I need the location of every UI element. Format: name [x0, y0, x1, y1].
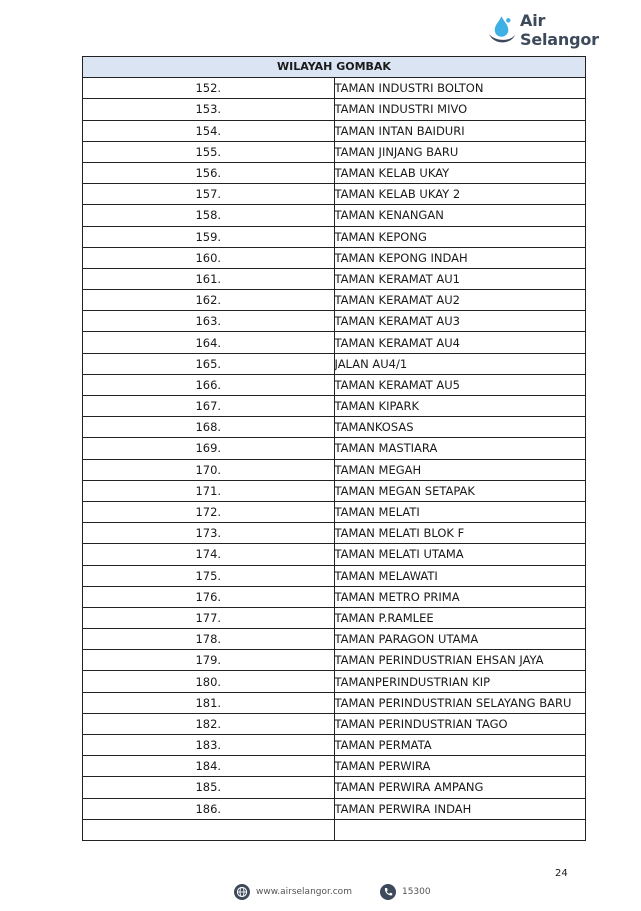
table-row — [83, 692, 586, 713]
row-number: 180. — [83, 671, 335, 692]
table-row — [83, 607, 586, 628]
row-number: 157. — [83, 184, 335, 205]
row-number: 162. — [83, 290, 335, 311]
row-number: 182. — [83, 713, 335, 734]
area-name: TAMAN KELAB UKAY 2 — [334, 184, 586, 205]
area-name: TAMAN PERWIRA INDAH — [334, 798, 586, 819]
table-row — [83, 141, 586, 162]
row-number: 154. — [83, 120, 335, 141]
table-body — [83, 78, 586, 841]
area-name: TAMAN PARAGON UTAMA — [334, 629, 586, 650]
table-row — [83, 184, 586, 205]
area-name: TAMAN MELAWATI — [334, 565, 586, 586]
row-number: 183. — [83, 735, 335, 756]
table-row — [83, 396, 586, 417]
wilayah-gombak-table — [82, 56, 586, 841]
table-row — [83, 459, 586, 480]
table-row — [83, 162, 586, 183]
row-number: 152. — [83, 78, 335, 99]
page-number: 24 — [555, 868, 568, 879]
row-number: 177. — [83, 607, 335, 628]
table-row — [83, 777, 586, 798]
row-number: 185. — [83, 777, 335, 798]
website-link[interactable]: www.airselangor.com — [256, 887, 352, 897]
table-row — [83, 438, 586, 459]
table-row — [83, 290, 586, 311]
area-name: TAMAN PERWIRA — [334, 756, 586, 777]
table-row — [83, 78, 586, 99]
brand-name: Air Selangor — [520, 11, 599, 49]
area-name: TAMAN MELATI — [334, 501, 586, 522]
table-row — [83, 798, 586, 819]
table-row — [83, 713, 586, 734]
row-number: 171. — [83, 480, 335, 501]
area-name: TAMAN MEGAH — [334, 459, 586, 480]
table-row — [83, 629, 586, 650]
row-number: 167. — [83, 396, 335, 417]
area-name: TAMAN KERAMAT AU4 — [334, 332, 586, 353]
table-row — [83, 501, 586, 522]
area-name: JALAN AU4/1 — [334, 353, 586, 374]
area-name: TAMAN PERINDUSTRIAN SELAYANG BARU — [334, 692, 586, 713]
table-row — [83, 819, 586, 840]
area-name: TAMAN PERINDUSTRIAN EHSAN JAYA — [334, 650, 586, 671]
area-name: TAMAN MELATI BLOK F — [334, 523, 586, 544]
area-name — [334, 819, 586, 840]
area-name: TAMAN METRO PRIMA — [334, 586, 586, 607]
table-row — [83, 671, 586, 692]
row-number: 163. — [83, 311, 335, 332]
row-number: 161. — [83, 268, 335, 289]
row-number: 184. — [83, 756, 335, 777]
table-row — [83, 226, 586, 247]
table-row — [83, 353, 586, 374]
table-row — [83, 268, 586, 289]
area-name: TAMAN MEGAN SETAPAK — [334, 480, 586, 501]
table-row — [83, 565, 586, 586]
table-row — [83, 756, 586, 777]
row-number: 181. — [83, 692, 335, 713]
area-name: TAMAN KERAMAT AU3 — [334, 311, 586, 332]
area-name: TAMAN KENANGAN — [334, 205, 586, 226]
row-number: 169. — [83, 438, 335, 459]
row-number: 153. — [83, 99, 335, 120]
table-row — [83, 120, 586, 141]
row-number: 165. — [83, 353, 335, 374]
water-drop-logo-icon — [486, 14, 517, 46]
area-name: TAMAN KERAMAT AU1 — [334, 268, 586, 289]
area-name: TAMAN MELATI UTAMA — [334, 544, 586, 565]
area-name: TAMANKOSAS — [334, 417, 586, 438]
area-name: TAMAN KERAMAT AU2 — [334, 290, 586, 311]
row-number: 178. — [83, 629, 335, 650]
area-name: TAMAN JINJANG BARU — [334, 141, 586, 162]
row-number: 159. — [83, 226, 335, 247]
table-row — [83, 480, 586, 501]
area-name: TAMAN KERAMAT AU5 — [334, 374, 586, 395]
row-number: 170. — [83, 459, 335, 480]
row-number: 156. — [83, 162, 335, 183]
row-number: 179. — [83, 650, 335, 671]
table-row — [83, 374, 586, 395]
table-header: WILAYAH GOMBAK — [83, 57, 586, 78]
area-name: TAMAN KEPONG INDAH — [334, 247, 586, 268]
row-number: 176. — [83, 586, 335, 607]
row-number: 166. — [83, 374, 335, 395]
area-name: TAMAN INDUSTRI MIVO — [334, 99, 586, 120]
area-name: TAMAN MASTIARA — [334, 438, 586, 459]
table-row — [83, 99, 586, 120]
area-name: TAMAN KEPONG — [334, 226, 586, 247]
table-row — [83, 205, 586, 226]
row-number: 160. — [83, 247, 335, 268]
air-selangor-logo — [486, 12, 626, 48]
row-number: 174. — [83, 544, 335, 565]
table-row — [83, 650, 586, 671]
row-number: 168. — [83, 417, 335, 438]
table-row — [83, 586, 586, 607]
table-row — [83, 735, 586, 756]
area-name: TAMAN KELAB UKAY — [334, 162, 586, 183]
area-name: TAMAN P.RAMLEE — [334, 607, 586, 628]
area-name: TAMANPERINDUSTRIAN KIP — [334, 671, 586, 692]
table-row — [83, 544, 586, 565]
table-row — [83, 332, 586, 353]
phone-icon — [380, 884, 396, 900]
area-name: TAMAN KIPARK — [334, 396, 586, 417]
row-number: 186. — [83, 798, 335, 819]
table-row — [83, 523, 586, 544]
row-number: 158. — [83, 205, 335, 226]
row-number: 173. — [83, 523, 335, 544]
table-row — [83, 311, 586, 332]
row-number: 172. — [83, 501, 335, 522]
area-name: TAMAN PERWIRA AMPANG — [334, 777, 586, 798]
row-number: 175. — [83, 565, 335, 586]
row-number: 155. — [83, 141, 335, 162]
area-name: TAMAN PERINDUSTRIAN TAGO — [334, 713, 586, 734]
area-name: TAMAN INDUSTRI BOLTON — [334, 78, 586, 99]
table-header-row — [83, 57, 586, 78]
table-row — [83, 247, 586, 268]
area-name: TAMAN PERMATA — [334, 735, 586, 756]
row-number: 164. — [83, 332, 335, 353]
row-number — [83, 819, 335, 840]
phone-number[interactable]: 15300 — [401, 887, 431, 897]
area-name: TAMAN INTAN BAIDURI — [334, 120, 586, 141]
table-row — [83, 417, 586, 438]
footer — [234, 884, 431, 900]
globe-icon — [234, 884, 250, 900]
